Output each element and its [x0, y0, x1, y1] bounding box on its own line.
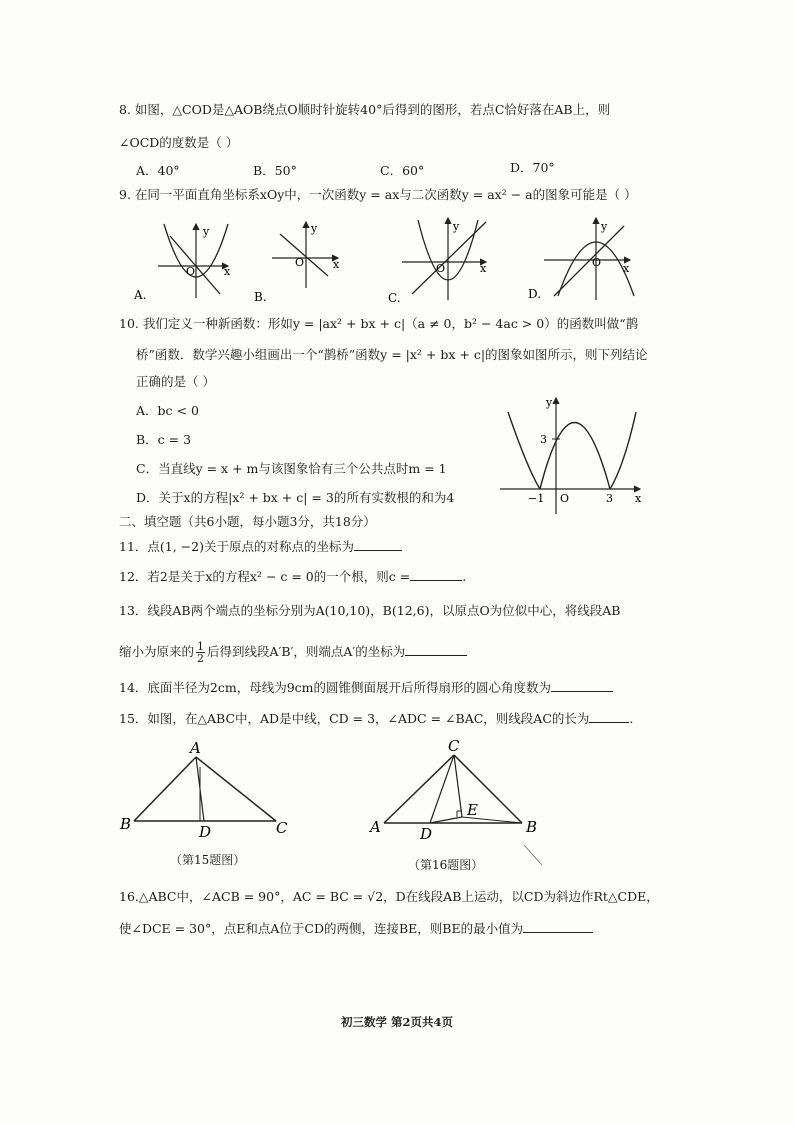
q10-x-label: x — [635, 492, 642, 505]
section-2-heading: 二、填空题（共6小题，每小题3分，共18分） — [119, 514, 376, 529]
q11 — [119, 538, 402, 555]
figure-15 — [116, 737, 306, 837]
q9-graph-d — [528, 218, 634, 301]
q9-text: 9. 在同一平面直角坐标系xOy中，一次函数y = ax与二次函数y = ax² − a的图象可能是（ ） — [119, 187, 637, 202]
q13-post: 后得到线段A′B′，则端点A′的坐标为 — [207, 644, 406, 659]
q9-graph-c — [388, 218, 487, 305]
q15 — [119, 710, 633, 727]
fig15-label-c: C — [276, 819, 288, 837]
q8-option-a: A．40° — [136, 163, 180, 178]
q13-fraction: $\frac{1}{2}$ — [197, 640, 205, 665]
page-footer: 初三数学 第2页共4页 — [340, 1015, 453, 1029]
fig16-label-c: C — [448, 737, 460, 755]
q9a-x-label: x — [224, 265, 231, 278]
q12-tail: . — [462, 569, 467, 584]
q10-line2: 桥”函数．数学兴趣小组画出一个“鹊桥”函数y = |x² + bx + c|的图象如图所示，则下列结论 — [136, 347, 648, 362]
q13-answer-blank[interactable] — [405, 643, 467, 656]
q11-answer-blank[interactable] — [354, 538, 402, 551]
q8-option-c: C．60° — [380, 163, 425, 178]
q9-label-d: D. — [528, 287, 542, 301]
q8-line2: ∠OCD的度数是（ ） — [119, 135, 239, 150]
fig16-label-a: A — [370, 818, 381, 836]
q14-answer-blank[interactable] — [551, 679, 613, 692]
q10-option-a: A．bc < 0 — [136, 403, 199, 418]
q9a-origin: O — [186, 265, 196, 278]
q9d-x-label: x — [623, 262, 630, 275]
fig15-caption: （第15题图） — [170, 853, 246, 867]
q10-option-c: C．当直线y = x + m与该图象恰有三个公共点时m = 1 — [136, 461, 447, 476]
q16-text: 使∠DCE = 30°，点E和点A位于CD的两侧，连接BE，则BE的最小值为 — [119, 921, 524, 936]
q9-graphs — [120, 210, 660, 310]
q8-option-d: D．70° — [510, 160, 555, 175]
fig16-caption: （第16题图） — [408, 858, 484, 872]
q9b-x-label: x — [333, 258, 340, 271]
q15-text: 15．如图，在△ABC中，AD是中线，CD = 3，∠ADC = ∠BAC，则线段AC的长为 — [119, 711, 590, 726]
q14-text: 14．底面半径为2cm，母线为9cm的圆锥侧面展开后所得扇形的圆心角度数为 — [119, 680, 552, 695]
q9d-y-label: y — [601, 220, 608, 233]
q9b-origin: O — [295, 256, 305, 269]
q9-label-b: B. — [254, 290, 267, 304]
q12 — [119, 568, 466, 585]
fig16-label-b: B — [526, 818, 538, 836]
q10-three-y: 3 — [540, 433, 547, 446]
q9c-origin: O — [436, 262, 446, 275]
q10-option-b: B．c = 3 — [136, 432, 192, 447]
q9-graph-b — [254, 222, 340, 304]
q10-option-d: D．关于x的方程|x² + bx + c| = 3的所有实数根的和为4 — [136, 490, 455, 505]
fig15-label-d: D — [199, 823, 212, 837]
q14 — [119, 679, 613, 696]
q10-line1: 10. 我们定义一种新函数：形如y = |ax² + bx + c|（a ≠ 0，b² − 4ac > 0）的函数叫做“鹊 — [119, 316, 639, 331]
q10-line3: 正确的是（ ） — [136, 374, 215, 389]
q9-label-c: C. — [388, 291, 401, 305]
q10-neg1: −1 — [528, 492, 545, 505]
q13-pre: 缩小为原来的 — [119, 644, 195, 659]
q10-origin: O — [560, 492, 570, 505]
q10-graph — [490, 392, 650, 520]
q8-option-b: B．50° — [253, 163, 297, 178]
fig15-label-a: A — [190, 739, 201, 757]
q9b-y-label: y — [311, 222, 318, 235]
q9-graph-a — [133, 224, 231, 302]
q9c-x-label: x — [480, 262, 487, 275]
q16-answer-blank[interactable] — [523, 920, 593, 933]
q9-label-a: A. — [134, 288, 147, 302]
q12-text: 12．若2是关于x的方程x² − c = 0的一个根，则c = — [119, 569, 411, 584]
q8-line1: 8. 如图，△COD是△AOB绕点O顺时针旋转40°后得到的图形，若点C恰好落在AB上，则 — [119, 102, 611, 117]
q12-answer-blank[interactable] — [410, 568, 462, 581]
q11-text: 11．点(1, −2)关于原点的对称点的坐标为 — [119, 539, 354, 554]
q13-line1: 13．线段AB两个端点的坐标分别为A(10,10)，B(12,6)，以原点O为位似中心，将线段AB — [119, 603, 621, 618]
q9d-origin: O — [592, 256, 602, 269]
q13-line2 — [119, 640, 467, 664]
figure-16 — [366, 735, 566, 870]
q15-tail: . — [629, 711, 634, 726]
fig16-label-e: E — [467, 801, 478, 819]
q9c-y-label: y — [453, 220, 460, 233]
q16-line2 — [119, 920, 593, 937]
q10-y-label: y — [546, 396, 553, 409]
fig15-label-b: B — [120, 815, 132, 833]
q10-three-x: 3 — [606, 492, 613, 505]
fig16-label-d: D — [420, 825, 433, 843]
q15-answer-blank[interactable] — [589, 710, 629, 723]
q9a-y-label: y — [203, 225, 210, 238]
q16-line1: 16.△ABC中，∠ACB = 90°，AC = BC = √2，D在线段AB上运动，以CD为斜边作Rt△CDE， — [119, 889, 659, 904]
